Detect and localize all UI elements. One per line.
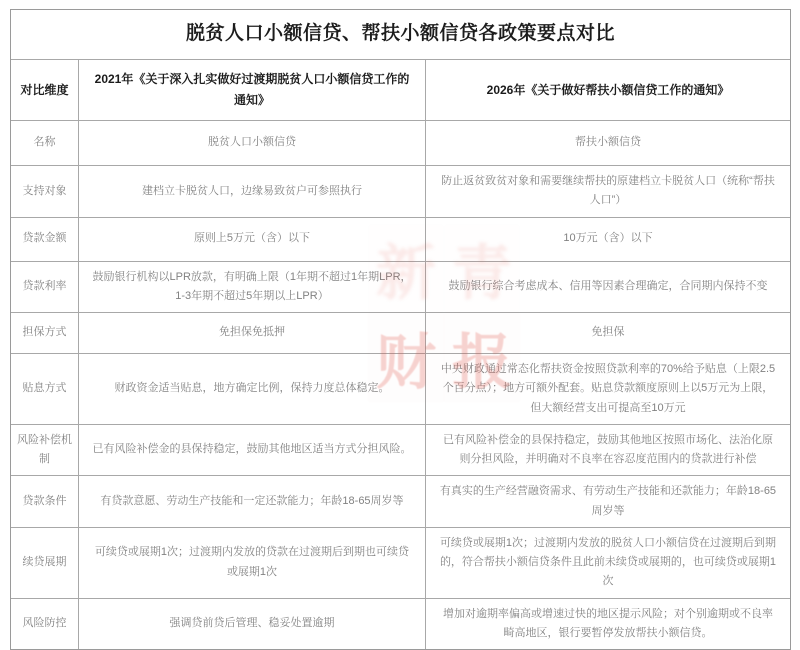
policy-2026-cell: 可续贷或展期1次；过渡期内发放的脱贫人口小额信贷在过渡期后到期的，符合帮扶小额信贷条件且此前未续贷或展期的，也可续贷或展期1次 bbox=[426, 528, 790, 599]
watermark-glyph: 财 bbox=[368, 313, 444, 402]
policy-2026-cell: 帮扶小额信贷 bbox=[426, 121, 790, 166]
policy-2026-cell: 免担保 bbox=[426, 313, 790, 354]
policy-2021-cell: 鼓励银行机构以LPR放款，有明确上限（1年期不超过1年期LPR，1-3年期不超过5年期以上LPR） bbox=[79, 262, 426, 314]
column-header-dimension: 对比维度 bbox=[11, 60, 79, 121]
policy-2021-cell: 免担保免抵押 bbox=[79, 313, 426, 354]
policy-2021-cell: 可续贷或展期1次；过渡期内发放的贷款在过渡期后到期也可续贷或展期1次 bbox=[79, 528, 426, 599]
row-label-cell: 名称 bbox=[11, 121, 79, 166]
row-label-cell: 风险补偿机制 bbox=[11, 425, 79, 477]
policy-2026-cell: 中央财政通过常态化帮扶资金按照贷款利率的70%给予贴息（上限2.5个百分点）；地方可额外配套。贴息贷款额度原则上以5万元为上限，但大额经营支出可提高至10万元 bbox=[426, 354, 790, 425]
policy-2021-cell: 财政资金适当贴息，地方确定比例，保持力度总体稳定。 bbox=[79, 354, 426, 425]
policy-2026-cell: 有真实的生产经营融资需求、有劳动生产技能和还款能力；年龄18-65周岁等 bbox=[426, 476, 790, 528]
policy-2021-cell: 强调贷前贷后管理、稳妥处置逾期 bbox=[79, 599, 426, 650]
policy-2026-cell: 10万元（含）以下 bbox=[426, 218, 790, 262]
policy-2021-cell: 原则上5万元（含）以下 bbox=[79, 218, 426, 262]
column-header-policy-2026: 2026年《关于做好帮扶小额信贷工作的通知》 bbox=[426, 60, 790, 121]
policy-2021-cell: 建档立卡脱贫人口，边缘易致贫户可参照执行 bbox=[79, 166, 426, 218]
row-label-cell: 贷款金额 bbox=[11, 218, 79, 262]
policy-2026-cell: 已有风险补偿金的县保持稳定，鼓励其他地区按照市场化、法治化原则分担风险，并明确对不良率在容忍度范围内的贷款进行补偿 bbox=[426, 425, 790, 477]
row-label-cell: 风险防控 bbox=[11, 599, 79, 650]
row-label-cell: 担保方式 bbox=[11, 313, 79, 354]
policy-2021-cell: 有贷款意愿、劳动生产技能和一定还款能力；年龄18-65周岁等 bbox=[79, 476, 426, 528]
watermark-glyph: 报 bbox=[444, 313, 520, 402]
policy-2021-cell: 已有风险补偿金的县保持稳定，鼓励其他地区适当方式分担风险。 bbox=[79, 425, 426, 477]
row-label-cell: 贴息方式 bbox=[11, 354, 79, 425]
row-label-cell: 贷款条件 bbox=[11, 476, 79, 528]
policy-2026-cell: 增加对逾期率偏高或增速过快的地区提示风险；对个别逾期或不良率畸高地区，银行要暂停发放帮扶小额信贷。 bbox=[443, 607, 773, 639]
row-label-cell: 贷款利率 bbox=[11, 262, 79, 314]
row-label-cell: 支持对象 bbox=[11, 166, 79, 218]
policy-2021-cell: 脱贫人口小额信贷 bbox=[79, 121, 426, 166]
table-title: 脱贫人口小额信贷、帮扶小额信贷各政策要点对比 bbox=[11, 10, 790, 60]
row-label-cell: 续贷展期 bbox=[11, 528, 79, 599]
policy-2026-cell: 鼓励银行综合考虑成本、信用等因素合理确定，合同期内保持不变 bbox=[426, 262, 790, 314]
column-header-policy-2021: 2021年《关于深入扎实做好过渡期脱贫人口小额信贷工作的通知》 bbox=[79, 60, 426, 121]
policy-2026-cell: 防止返贫致贫对象和需要继续帮扶的原建档立卡脱贫人口（统称“帮扶人口”） bbox=[426, 166, 790, 218]
comparison-table bbox=[10, 9, 791, 650]
